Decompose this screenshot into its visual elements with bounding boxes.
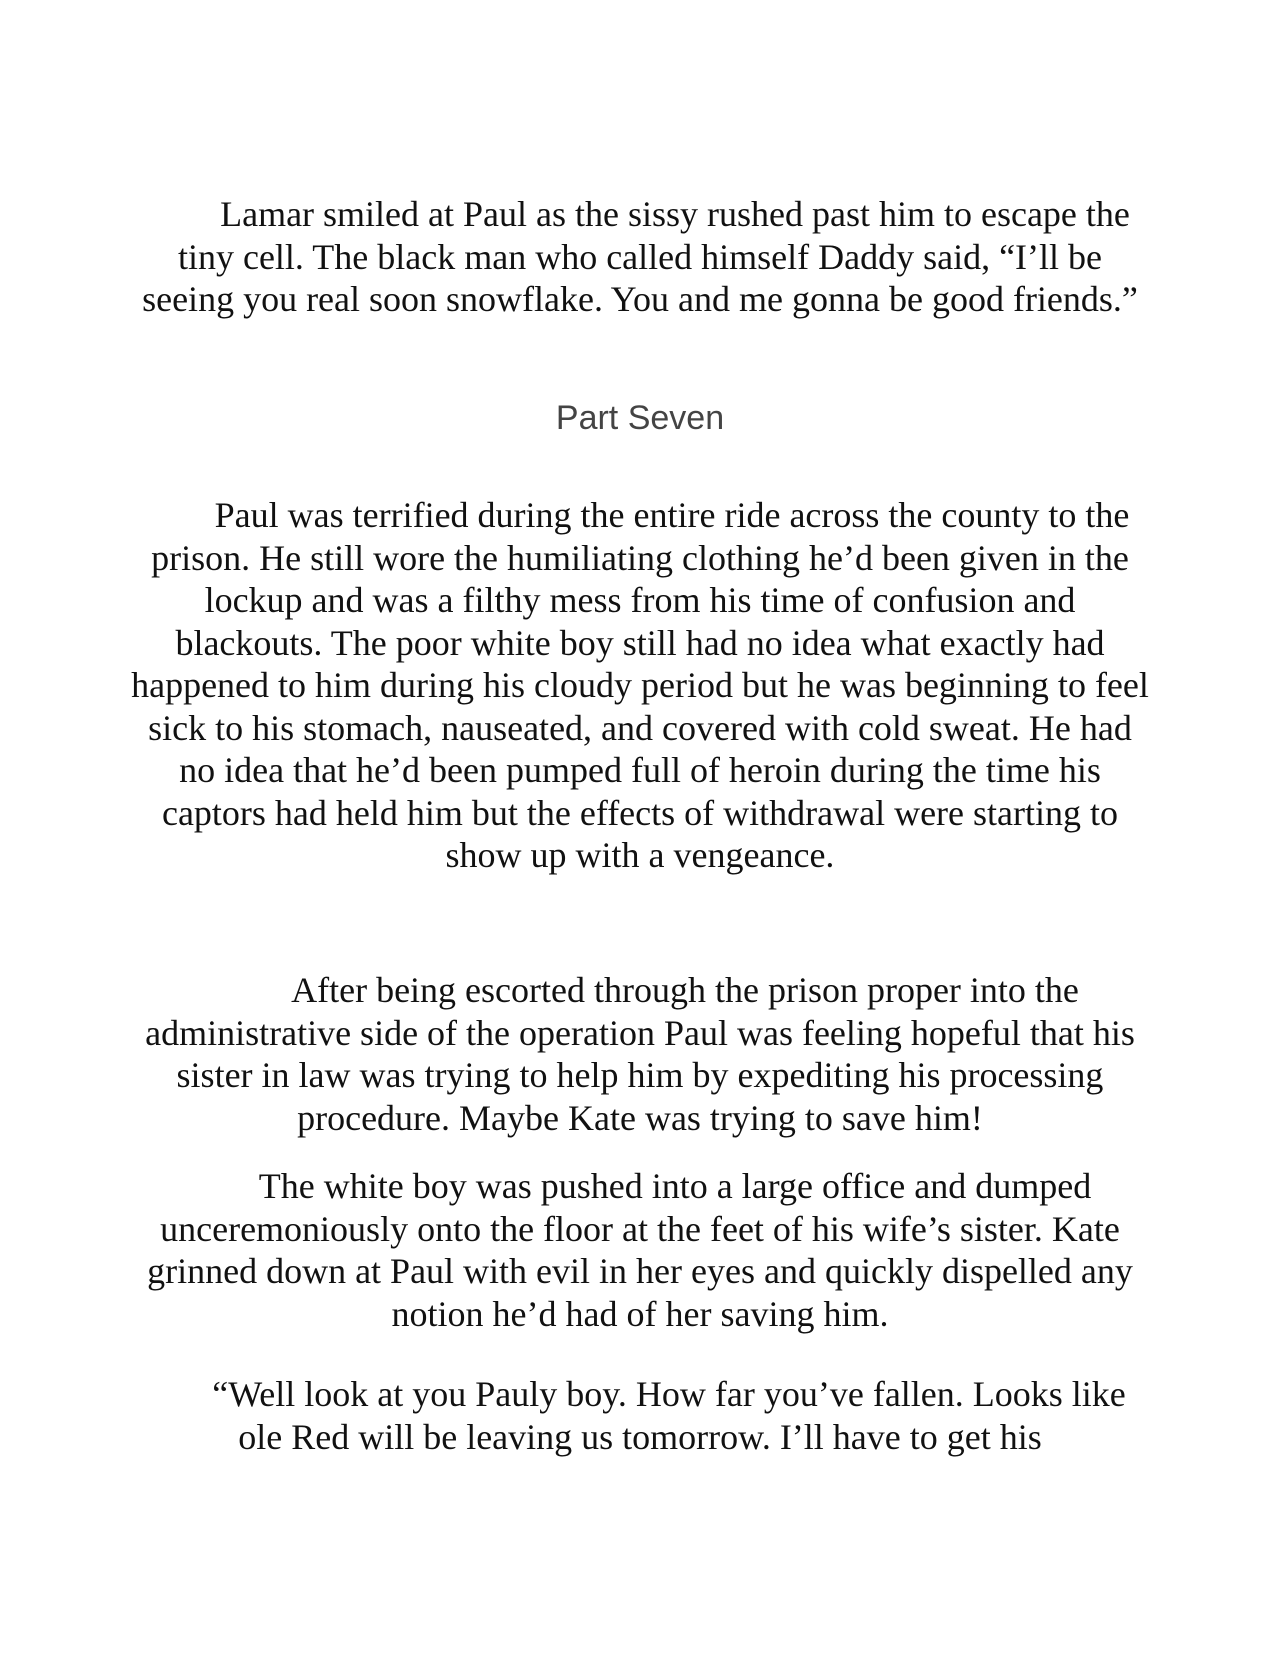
section-heading-part-seven: Part Seven [555, 399, 725, 437]
paragraph-paul-terrified: Paul was terrified during the entire ride across the county to the prison. He still wore the humiliating clothing he’d been given in the lockup and was a filthy mess from his time of confusion and blackouts. The poor white boy still had no idea what exactly had happened to him during his cloudy period but he was beginning to feel sick to his stomach, nauseated, and covered with cold sweat. He had no idea that he’d been pumped full of heroin during the time his captors had held him but the effects of withdrawal were starting to show up with a vengeance. [131, 495, 1149, 875]
paragraph-lamar-smiled: Lamar smiled at Paul as the sissy rushed past him to escape the tiny cell. The black man who called himself Daddy said, “I’ll be seeing you real soon snowflake. You and me gonna be good friends.” [142, 194, 1138, 319]
paragraph-pushed-into-office: The white boy was pushed into a large office and dumped unceremoniously onto the floor at the feet of his wife’s sister. Kate grinned down at Paul with evil in her eyes and quickly dispelled any notion he’d had of her saving him. [147, 1166, 1133, 1334]
paragraph-escorted-through-prison: After being escorted through the prison proper into the administrative side of the operation Paul was feeling hopeful that his sister in law was trying to help him by expediting his processing procedure. Maybe Kate was trying to save him! [145, 970, 1135, 1138]
paragraph-well-look-at-you: “Well look at you Pauly boy. How far you’ve fallen. Looks like ole Red will be leaving us tomorrow. I’ll have to get his [212, 1374, 1126, 1457]
